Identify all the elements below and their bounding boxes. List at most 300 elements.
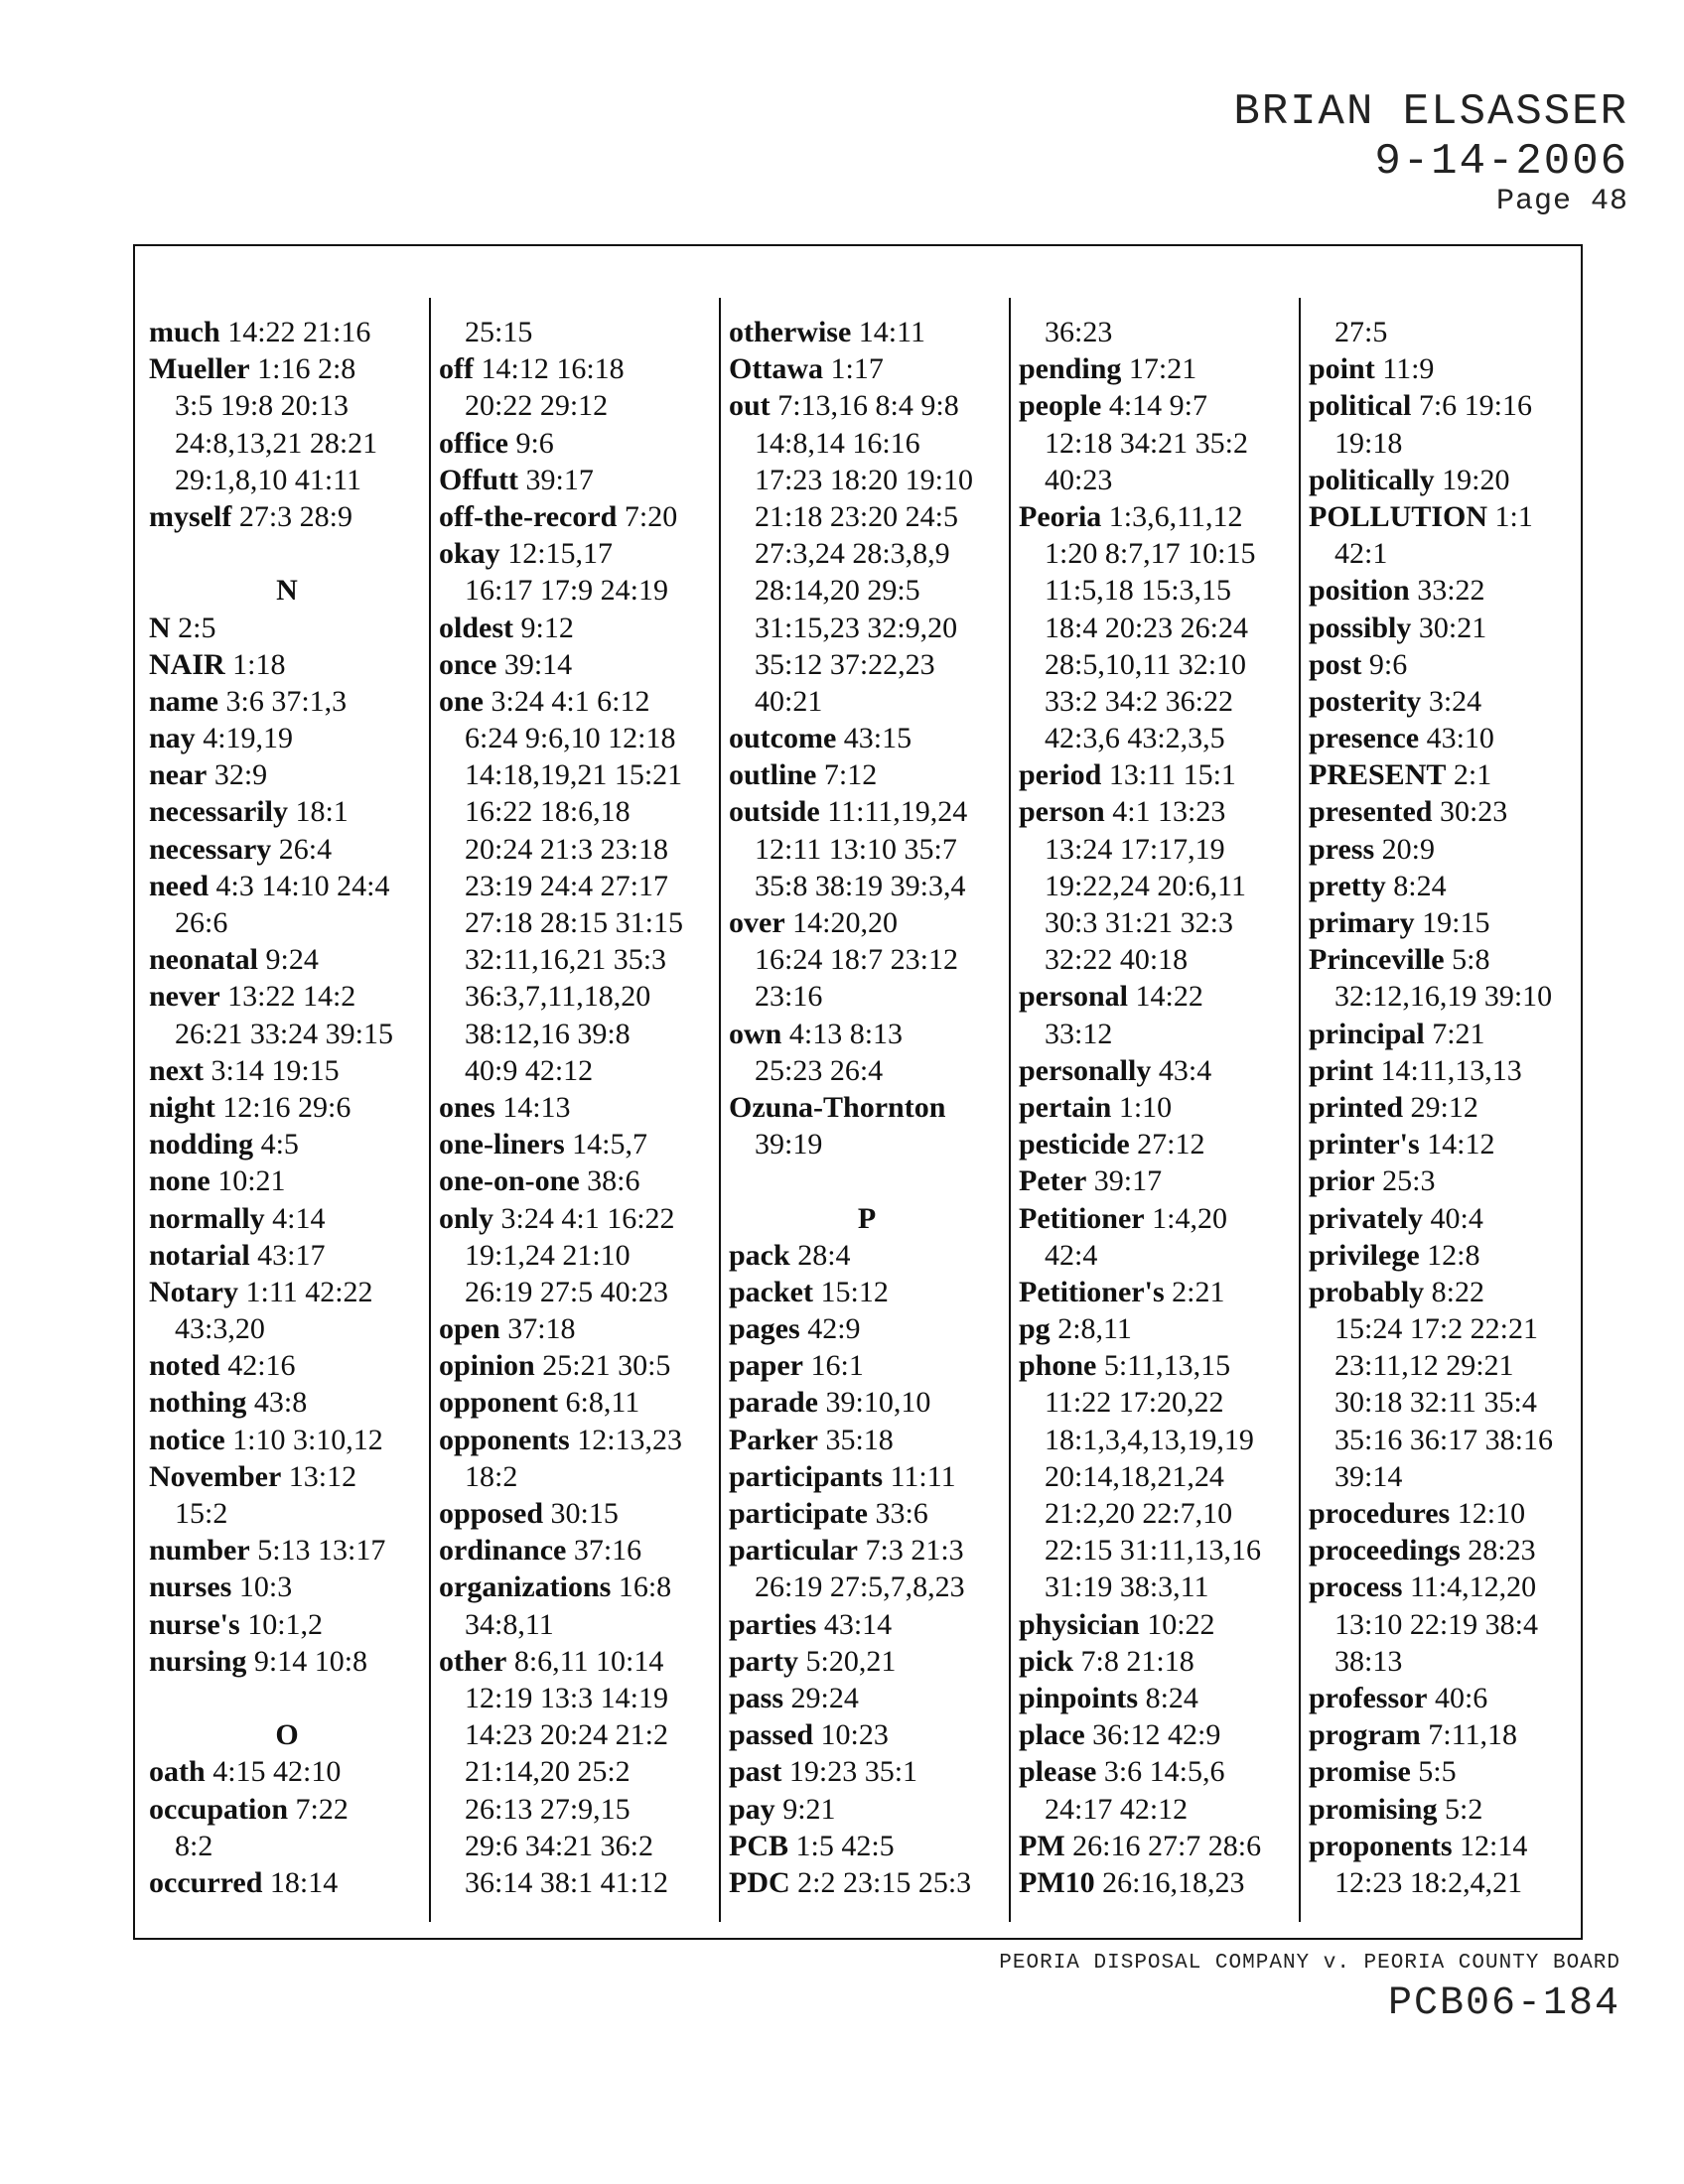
index-term: Notary bbox=[149, 1275, 238, 1308]
index-entry bbox=[729, 793, 1005, 830]
page-line-refs: 2:2 23:15 25:3 bbox=[797, 1865, 972, 1899]
index-entry bbox=[1019, 1716, 1295, 1753]
page-line-refs: 37:18 bbox=[507, 1312, 576, 1346]
index-entry bbox=[1019, 1680, 1295, 1716]
page-line-refs: 14:22 21:16 bbox=[227, 316, 371, 348]
page-line-refs: 43:8 bbox=[253, 1386, 308, 1420]
index-entry bbox=[1309, 610, 1583, 646]
index-term: otherwise bbox=[729, 316, 852, 348]
index-entry bbox=[1309, 572, 1583, 609]
page-line-refs: 10:23 bbox=[820, 1718, 889, 1752]
page-line-refs-continued: 35:8 38:19 39:3,4 bbox=[755, 869, 966, 902]
index-term: opposed bbox=[439, 1497, 544, 1530]
index-entry bbox=[729, 904, 1005, 941]
page-line-refs: 28:23 bbox=[1468, 1534, 1536, 1568]
page-line-refs-continued: 26:21 33:24 39:15 bbox=[175, 1017, 394, 1050]
page-line-refs-continued: 12:23 18:2,4,21 bbox=[1334, 1865, 1523, 1899]
index-entry bbox=[439, 498, 715, 535]
index-entry bbox=[1309, 1569, 1583, 1605]
case-caption: PEORIA DISPOSAL COMPANY v. PEORIA COUNTY BOARD bbox=[999, 1952, 1620, 1975]
index-term: Princeville bbox=[1309, 943, 1445, 977]
index-entry bbox=[149, 1089, 425, 1126]
index-term: need bbox=[149, 869, 209, 902]
page-line-refs: 1:11 42:22 bbox=[245, 1275, 373, 1308]
page-line-refs-continued: 43:3,20 bbox=[175, 1312, 265, 1346]
index-term: program bbox=[1309, 1718, 1421, 1752]
page-line-refs-continued: 32:11,16,21 35:3 bbox=[465, 943, 667, 977]
index-term: participate bbox=[729, 1497, 868, 1530]
page-line-refs: 28:4 bbox=[797, 1238, 851, 1272]
index-term: myself bbox=[149, 499, 232, 533]
index-entry bbox=[1309, 831, 1583, 868]
page-line-refs: 18:1 bbox=[295, 795, 349, 829]
index-entry bbox=[149, 1052, 425, 1089]
index-term: procedures bbox=[1309, 1497, 1451, 1530]
index-entry bbox=[149, 1791, 425, 1828]
index-entry bbox=[729, 1237, 1005, 1274]
index-entry bbox=[729, 1089, 1005, 1126]
page-line-refs-continued: 33:2 34:2 36:22 bbox=[1045, 684, 1234, 718]
index-term: Peter bbox=[1019, 1164, 1087, 1198]
index-term: none bbox=[149, 1164, 210, 1198]
index-entry bbox=[1309, 1680, 1583, 1716]
index-entry bbox=[149, 720, 425, 756]
spacer bbox=[149, 1680, 425, 1716]
page-line-refs-continued: 25:15 bbox=[465, 316, 533, 348]
index-term: ordinance bbox=[439, 1534, 567, 1568]
index-term: privately bbox=[1309, 1201, 1423, 1235]
index-term: Mueller bbox=[149, 352, 250, 386]
page-line-refs: 16:8 bbox=[618, 1570, 672, 1604]
index-term: neonatal bbox=[149, 943, 259, 977]
page-line-refs: 14:11,13,13 bbox=[1380, 1053, 1522, 1087]
index-term: out bbox=[729, 389, 771, 423]
index-entry bbox=[439, 1643, 715, 1680]
page-line-refs-continued: 30:3 31:21 32:3 bbox=[1045, 906, 1234, 939]
index-term: pay bbox=[729, 1792, 775, 1826]
page-line-refs-continued: 42:3,6 43:2,3,5 bbox=[1045, 722, 1225, 755]
index-term: NAIR bbox=[149, 647, 225, 681]
index-term: probably bbox=[1309, 1275, 1425, 1308]
page-line-refs: 4:15 42:10 bbox=[212, 1755, 342, 1789]
page-line-refs: 36:12 42:9 bbox=[1092, 1718, 1221, 1752]
index-term: please bbox=[1019, 1755, 1097, 1789]
index-term: ones bbox=[439, 1090, 495, 1124]
page-line-refs-continued: 15:24 17:2 22:21 bbox=[1334, 1312, 1539, 1346]
index-entry bbox=[1019, 1347, 1295, 1384]
index-entry bbox=[1019, 1310, 1295, 1347]
index-entry bbox=[1019, 1162, 1295, 1199]
index-entry bbox=[149, 831, 425, 868]
page-line-refs: 5:13 13:17 bbox=[257, 1534, 386, 1568]
page-line-refs: 3:14 19:15 bbox=[210, 1053, 340, 1087]
index-entry bbox=[729, 1643, 1005, 1680]
index-term: pesticide bbox=[1019, 1128, 1130, 1161]
index-term: period bbox=[1019, 758, 1102, 792]
page-line-refs: 11:4,12,20 bbox=[1409, 1570, 1537, 1604]
page-line-refs-continued: 18:1,3,4,13,19,19 bbox=[1045, 1423, 1254, 1456]
page-line-refs: 9:21 bbox=[782, 1792, 836, 1826]
page-line-refs: 1:10 3:10,12 bbox=[232, 1423, 383, 1456]
page-line-refs: 30:15 bbox=[550, 1497, 619, 1530]
index-term: November bbox=[149, 1459, 282, 1493]
page-line-refs: 5:11,13,15 bbox=[1103, 1349, 1231, 1383]
index-column-1 bbox=[149, 314, 425, 1901]
page-line-refs-continued: 16:24 18:7 23:12 bbox=[755, 943, 959, 977]
index-entry bbox=[439, 425, 715, 462]
index-column-2 bbox=[439, 314, 715, 1901]
page-line-refs: 5:8 bbox=[1452, 943, 1490, 977]
index-entry bbox=[1309, 756, 1583, 793]
page-line-refs: 26:16,18,23 bbox=[1102, 1865, 1245, 1899]
page-line-refs: 1:3,6,11,12 bbox=[1108, 499, 1243, 533]
index-entry bbox=[1309, 646, 1583, 683]
index-term: opinion bbox=[439, 1349, 535, 1383]
index-entry bbox=[149, 1347, 425, 1384]
page-line-refs-continued: 28:5,10,11 32:10 bbox=[1045, 647, 1247, 681]
page-line-refs-continued: 18:2 bbox=[465, 1459, 518, 1493]
index-entry bbox=[149, 1274, 425, 1310]
page-line-refs: 38:6 bbox=[587, 1164, 640, 1198]
page-line-refs-continued: 8:2 bbox=[175, 1829, 213, 1862]
index-entry bbox=[729, 1347, 1005, 1384]
index-term: notice bbox=[149, 1423, 225, 1456]
index-entry bbox=[1309, 1753, 1583, 1790]
index-entry bbox=[149, 1162, 425, 1199]
index-term: paper bbox=[729, 1349, 803, 1383]
page-line-refs-continued: 19:1,24 21:10 bbox=[465, 1238, 631, 1272]
page-line-refs: 12:13,23 bbox=[577, 1423, 683, 1456]
page-line-refs: 9:12 bbox=[520, 611, 574, 644]
index-term: outcome bbox=[729, 722, 837, 755]
page-line-refs: 8:6,11 10:14 bbox=[513, 1644, 664, 1678]
index-entry bbox=[729, 720, 1005, 756]
page-line-refs: 9:14 10:8 bbox=[253, 1644, 368, 1678]
index-term: one-on-one bbox=[439, 1164, 580, 1198]
index-entry bbox=[729, 1716, 1005, 1753]
page-line-refs: 42:9 bbox=[807, 1312, 861, 1346]
index-term: other bbox=[439, 1644, 507, 1678]
page-line-refs-continued: 12:18 34:21 35:2 bbox=[1045, 426, 1249, 460]
index-entry bbox=[729, 1495, 1005, 1532]
index-term: politically bbox=[1309, 463, 1435, 496]
page-line-refs: 11:11,19,24 bbox=[827, 795, 968, 829]
index-term: one-liners bbox=[439, 1128, 565, 1161]
index-term: pending bbox=[1019, 352, 1122, 386]
page-line-refs: 3:24 4:1 16:22 bbox=[500, 1201, 675, 1235]
index-entry bbox=[1019, 1643, 1295, 1680]
page-line-refs-continued: 35:12 37:22,23 bbox=[755, 647, 935, 681]
page-line-refs-continued: 27:3,24 28:3,8,9 bbox=[755, 537, 950, 571]
index-term: presence bbox=[1309, 722, 1420, 755]
index-entry bbox=[149, 1237, 425, 1274]
index-term: necessary bbox=[149, 832, 272, 866]
index-term: occupation bbox=[149, 1792, 289, 1826]
spacer bbox=[149, 535, 425, 572]
index-entry bbox=[1019, 793, 1295, 830]
index-term: printer's bbox=[1309, 1128, 1420, 1161]
column-divider bbox=[429, 298, 431, 1922]
page-line-refs-continued: 20:24 21:3 23:18 bbox=[465, 832, 669, 866]
page-line-refs-continued: 13:10 22:19 38:4 bbox=[1334, 1607, 1539, 1641]
index-term: pinpoints bbox=[1019, 1681, 1139, 1714]
page-line-refs: 43:15 bbox=[843, 722, 912, 755]
page-line-refs-continued: 29:1,8,10 41:11 bbox=[175, 463, 362, 496]
index-entry bbox=[149, 1126, 425, 1162]
index-term: pass bbox=[729, 1681, 784, 1714]
page-line-refs: 4:1 13:23 bbox=[1112, 795, 1226, 829]
index-entry bbox=[1019, 350, 1295, 387]
index-entry bbox=[149, 1422, 425, 1458]
page-line-refs: 16:1 bbox=[810, 1349, 864, 1383]
page-line-refs: 39:17 bbox=[525, 463, 594, 496]
page-line-refs: 30:23 bbox=[1439, 795, 1508, 829]
page-line-refs: 14:12 bbox=[1427, 1128, 1495, 1161]
index-entry bbox=[149, 1384, 425, 1421]
page-line-refs: 1:17 bbox=[830, 352, 884, 386]
index-term: PCB bbox=[729, 1829, 788, 1862]
index-entry bbox=[1019, 498, 1295, 535]
index-entry bbox=[1019, 978, 1295, 1015]
index-term: necessarily bbox=[149, 795, 288, 829]
page-line-refs: 7:11,18 bbox=[1428, 1718, 1517, 1752]
index-entry bbox=[1019, 1753, 1295, 1790]
column-divider bbox=[1299, 298, 1301, 1922]
index-entry bbox=[1309, 1052, 1583, 1089]
index-term: personally bbox=[1019, 1053, 1152, 1087]
section-letter: P bbox=[857, 1201, 877, 1235]
index-entry bbox=[1309, 868, 1583, 904]
index-term: pick bbox=[1019, 1644, 1074, 1678]
page-line-refs-continued: 27:5 bbox=[1334, 316, 1388, 348]
page-line-refs: 4:13 8:13 bbox=[788, 1017, 904, 1050]
index-term: one bbox=[439, 684, 484, 718]
index-term: N bbox=[149, 611, 171, 644]
page-line-refs: 26:4 bbox=[278, 832, 333, 866]
page-line-refs: 6:8,11 bbox=[565, 1386, 640, 1420]
index-entry bbox=[1309, 904, 1583, 941]
page-line-refs: 12:16 29:6 bbox=[222, 1090, 351, 1124]
index-entry bbox=[729, 1274, 1005, 1310]
page-line-refs-continued: 26:19 27:5 40:23 bbox=[465, 1275, 669, 1308]
page-line-refs: 12:10 bbox=[1457, 1497, 1526, 1530]
index-term: post bbox=[1309, 647, 1362, 681]
page-line-refs-continued: 1:20 8:7,17 10:15 bbox=[1045, 537, 1256, 571]
index-term: presented bbox=[1309, 795, 1433, 829]
page-line-refs-continued: 11:22 17:20,22 bbox=[1045, 1386, 1224, 1420]
deposition-date: 9-14-2006 bbox=[1374, 137, 1628, 187]
index-entry bbox=[149, 1606, 425, 1643]
index-term: oldest bbox=[439, 611, 513, 644]
page-line-refs: 43:4 bbox=[1158, 1053, 1212, 1087]
page-line-refs: 7:22 bbox=[295, 1792, 349, 1826]
column-divider bbox=[719, 298, 721, 1922]
index-term: posterity bbox=[1309, 684, 1422, 718]
column-divider bbox=[1009, 298, 1011, 1922]
page-line-refs: 3:24 bbox=[1428, 684, 1482, 718]
index-entry bbox=[439, 1384, 715, 1421]
page-line-refs-continued: 20:22 29:12 bbox=[465, 389, 609, 423]
index-entry bbox=[149, 1864, 425, 1901]
index-entry bbox=[1309, 1716, 1583, 1753]
index-term: PM10 bbox=[1019, 1865, 1095, 1899]
index-term: proceedings bbox=[1309, 1534, 1461, 1568]
index-term: Ottawa bbox=[729, 352, 823, 386]
index-term: particular bbox=[729, 1534, 858, 1568]
index-term: number bbox=[149, 1534, 250, 1568]
page-line-refs: 12:14 bbox=[1460, 1829, 1528, 1862]
page-line-refs-continued: 36:23 bbox=[1045, 316, 1113, 348]
index-term: open bbox=[439, 1312, 500, 1346]
page-line-refs: 39:17 bbox=[1093, 1164, 1163, 1198]
page-line-refs-continued: 40:9 42:12 bbox=[465, 1053, 594, 1087]
index-term: nurse's bbox=[149, 1607, 240, 1641]
index-entry bbox=[729, 1532, 1005, 1569]
index-term: principal bbox=[1309, 1017, 1425, 1050]
page-line-refs: 2:21 bbox=[1172, 1275, 1225, 1308]
page-line-refs: 13:11 15:1 bbox=[1108, 758, 1236, 792]
page-line-refs: 4:3 14:10 24:4 bbox=[215, 869, 390, 902]
page-line-refs: 8:24 bbox=[1145, 1681, 1198, 1714]
page-line-refs: 7:12 bbox=[823, 758, 878, 792]
index-entry bbox=[1309, 941, 1583, 978]
section-letter: O bbox=[275, 1718, 299, 1752]
index-term: POLLUTION bbox=[1309, 499, 1488, 533]
page-line-refs-continued: 21:14,20 25:2 bbox=[465, 1755, 631, 1789]
index-term: opponent bbox=[439, 1386, 559, 1420]
index-entry bbox=[149, 793, 425, 830]
page-line-refs: 10:22 bbox=[1147, 1607, 1215, 1641]
index-term: outline bbox=[729, 758, 817, 792]
page-line-refs-continued: 20:14,18,21,24 bbox=[1045, 1459, 1224, 1493]
page-line-refs: 1:18 bbox=[232, 647, 286, 681]
index-entry bbox=[149, 1753, 425, 1790]
index-term: participants bbox=[729, 1459, 884, 1493]
page-line-refs: 12:15,17 bbox=[507, 537, 614, 571]
index-term: pg bbox=[1019, 1312, 1051, 1346]
index-entry bbox=[729, 1016, 1005, 1052]
page-line-refs: 33:22 bbox=[1417, 574, 1485, 608]
index-entry bbox=[729, 1791, 1005, 1828]
index-term: once bbox=[439, 647, 497, 681]
page-line-refs-continued: 21:2,20 22:7,10 bbox=[1045, 1497, 1233, 1530]
index-entry bbox=[1019, 1274, 1295, 1310]
index-term: Petitioner bbox=[1019, 1201, 1145, 1235]
page-line-refs: 11:11 bbox=[890, 1459, 956, 1493]
index-term: print bbox=[1309, 1053, 1374, 1087]
page-line-refs: 27:3 28:9 bbox=[238, 499, 352, 533]
index-entry bbox=[439, 1310, 715, 1347]
index-term: past bbox=[729, 1755, 782, 1789]
index-term: Offutt bbox=[439, 463, 518, 496]
page-line-refs: 18:14 bbox=[269, 1865, 339, 1899]
page-line-refs: 25:21 30:5 bbox=[542, 1349, 671, 1383]
page-line-refs-continued: 19:18 bbox=[1334, 426, 1403, 460]
page-line-refs: 39:10,10 bbox=[825, 1386, 931, 1420]
index-entry bbox=[1019, 1126, 1295, 1162]
index-term: off bbox=[439, 352, 474, 386]
index-term: normally bbox=[149, 1201, 265, 1235]
page-number: Page 48 bbox=[1495, 185, 1628, 218]
page-line-refs-continued: 16:22 18:6,18 bbox=[465, 795, 631, 829]
page-line-refs-continued: 34:8,11 bbox=[465, 1607, 554, 1641]
page-line-refs: 43:17 bbox=[257, 1238, 326, 1272]
index-entry bbox=[1019, 1864, 1295, 1901]
page-line-refs: 9:6 bbox=[515, 426, 554, 460]
index-entry bbox=[1309, 1200, 1583, 1237]
page-line-refs-continued: 24:17 42:12 bbox=[1045, 1792, 1189, 1826]
index-term: professor bbox=[1309, 1681, 1428, 1714]
index-term: outside bbox=[729, 795, 820, 829]
page-line-refs: 40:6 bbox=[1434, 1681, 1488, 1714]
page-line-refs: 7:8 21:18 bbox=[1080, 1644, 1194, 1678]
index-term: nothing bbox=[149, 1386, 247, 1420]
page-line-refs: 9:24 bbox=[265, 943, 319, 977]
index-entry bbox=[439, 1089, 715, 1126]
index-entry bbox=[1019, 387, 1295, 424]
index-entry bbox=[729, 756, 1005, 793]
index-entry bbox=[439, 1347, 715, 1384]
page-line-refs: 30:21 bbox=[1418, 611, 1487, 644]
page-line-refs-continued: 18:4 20:23 26:24 bbox=[1045, 611, 1249, 644]
index-term: physician bbox=[1019, 1607, 1140, 1641]
page-line-refs: 1:10 bbox=[1118, 1090, 1173, 1124]
index-term: off-the-record bbox=[439, 499, 618, 533]
page-line-refs-continued: 42:4 bbox=[1045, 1238, 1098, 1272]
section-letter: N bbox=[276, 574, 298, 608]
index-entry bbox=[1309, 1532, 1583, 1569]
page-line-refs: 8:22 bbox=[1431, 1275, 1485, 1308]
index-entry bbox=[149, 610, 425, 646]
index-term: nodding bbox=[149, 1128, 254, 1161]
page-line-refs: 37:16 bbox=[573, 1534, 642, 1568]
page-line-refs: 13:12 bbox=[288, 1459, 357, 1493]
index-term: oath bbox=[149, 1755, 206, 1789]
index-entry bbox=[1309, 720, 1583, 756]
page-line-refs-continued: 21:18 23:20 24:5 bbox=[755, 499, 959, 533]
index-term: near bbox=[149, 758, 208, 792]
index-entry bbox=[149, 498, 425, 535]
index-term: pack bbox=[729, 1238, 790, 1272]
index-term: pages bbox=[729, 1312, 800, 1346]
index-term: privilege bbox=[1309, 1238, 1420, 1272]
page-line-refs: 2:8,11 bbox=[1057, 1312, 1132, 1346]
page-line-refs-continued: 36:14 38:1 41:12 bbox=[465, 1865, 669, 1899]
index-entry bbox=[149, 1643, 425, 1680]
page-line-refs-continued: 39:19 bbox=[755, 1128, 823, 1161]
page-line-refs: 2:1 bbox=[1453, 758, 1492, 792]
page-line-refs: 27:12 bbox=[1137, 1128, 1205, 1161]
index-term: personal bbox=[1019, 980, 1129, 1014]
index-entry bbox=[149, 868, 425, 904]
index-term: possibly bbox=[1309, 611, 1412, 644]
index-column-5 bbox=[1309, 314, 1583, 1901]
index-entry bbox=[729, 1310, 1005, 1347]
page-line-refs-continued: 26:19 27:5,7,8,23 bbox=[755, 1570, 965, 1604]
index-term: proponents bbox=[1309, 1829, 1453, 1862]
page-line-refs-continued: 30:18 32:11 35:4 bbox=[1334, 1386, 1537, 1420]
page-line-refs: 25:3 bbox=[1382, 1164, 1436, 1198]
page-line-refs: 7:3 21:3 bbox=[865, 1534, 964, 1568]
page-line-refs-continued: 28:14,20 29:5 bbox=[755, 574, 920, 608]
page-line-refs-continued: 25:23 26:4 bbox=[755, 1053, 884, 1087]
page-line-refs: 4:5 bbox=[260, 1128, 299, 1161]
page-line-refs: 1:16 2:8 bbox=[257, 352, 356, 386]
index-entry bbox=[1309, 793, 1583, 830]
index-term: Peoria bbox=[1019, 499, 1102, 533]
page-line-refs: 11:9 bbox=[1382, 352, 1435, 386]
index-entry bbox=[729, 314, 1005, 350]
